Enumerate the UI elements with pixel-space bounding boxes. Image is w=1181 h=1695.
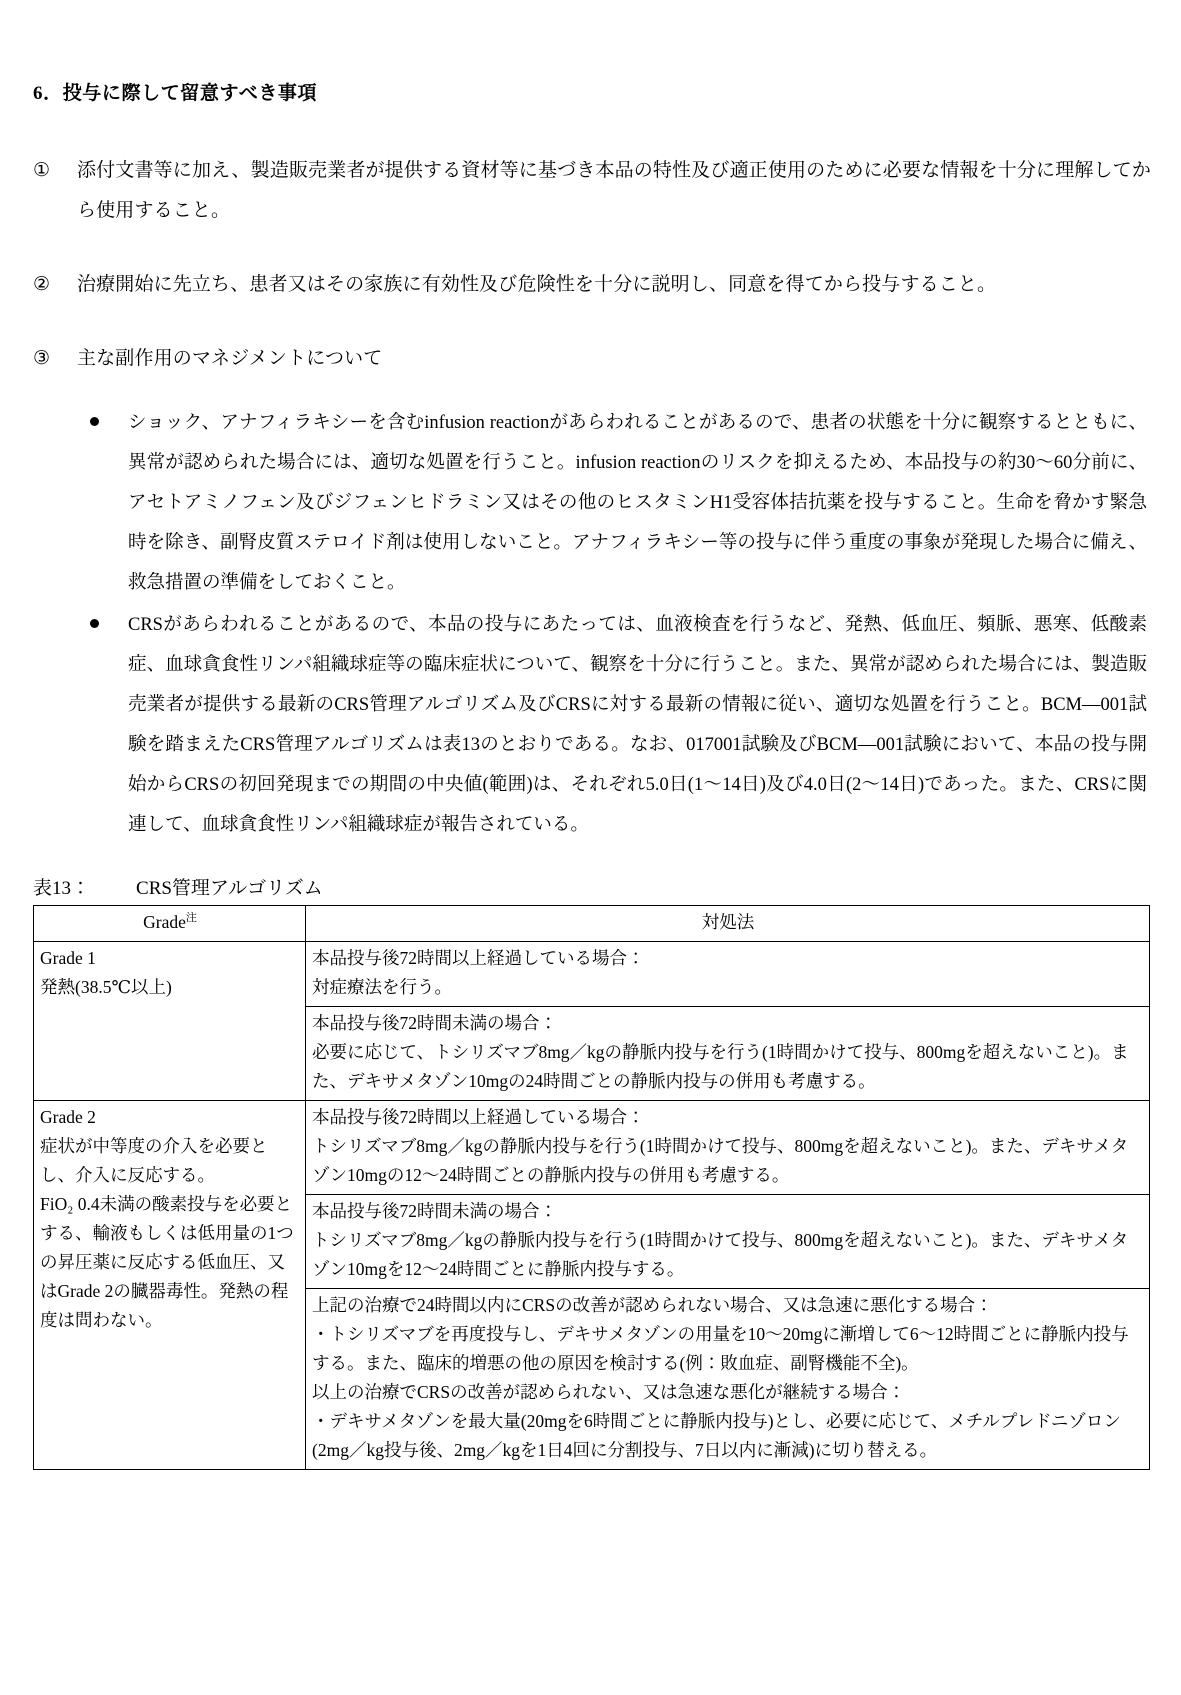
bullet-text-crs: CRSがあらわれることがあるので、本品の投与にあたっては、血液検査を行うなど、発熱、低血圧、頻脈、悪寒、低酸素症、血球貪食性リンパ組織球症等の臨床症状について、観察を十分に行うこと。また、異常が認められた場合には、製造販売業者が提供する最新のCRS管理アルゴリズム及びCRSに対する最新の情報に従い、適切な処置を行うこと。BCM—001試験を踏まえたCRS管理アルゴリズムは表13のとおりである。なお、017001試験及びBCM—001試験において、本品の投与開始からCRSの初回発現までの期間の中央値(範囲)は、それぞれ5.0日(1〜14日)及び4.0日(2〜14日)であった。また、CRSに関連して、血球貪食性リンパ組織球症が報告されている。 (128, 615, 1147, 835)
numbered-item-3 (33, 339, 1151, 379)
item-marker-3: ③ (33, 348, 51, 369)
action-line: トシリズマブ8mg／kgの静脈内投与を行う(1時間かけて投与、800mgを超えないこと)。また、デキサメタゾン10mgを12〜24時間ごとに静脈内投与する。 (312, 1230, 1129, 1279)
action-line: ・トシリズマブを再度投与し、デキサメタゾンの用量を10〜20mgに漸増して6〜12時間ごとに静脈内投与する。また、臨床的増悪の他の原因を検討する(例：敗血症、副腎機能不全)。 (312, 1324, 1129, 1373)
crs-algorithm-table (33, 905, 1150, 1470)
action-line: トシリズマブ8mg／kgの静脈内投与を行う(1時間かけて投与、800mgを超えないこと)。また、デキサメタゾン10mgの12〜24時間ごとの静脈内投与の併用も考慮する。 (312, 1136, 1129, 1185)
item-text-3: 主な副作用のマネジメントについて (77, 348, 383, 369)
item-text-2: 治療開始に先立ち、患者又はその家族に有効性及び危険性を十分に説明し、同意を得てから投与すること。 (77, 274, 997, 295)
table-row (34, 1101, 1150, 1195)
section-heading: 6．投与に際して留意すべき事項 (33, 83, 318, 104)
action-line: 必要に応じて、トシリズマブ8mg／kgの静脈内投与を行う(1時間かけて投与、800mgを超えないこと)。また、デキサメタゾン10mgの24時間ごとの静脈内投与の併用も考慮する。 (312, 1042, 1129, 1091)
grade-line: FiO₂ 0.4未満の酸素投与を必要とする、輸液もしくは低用量の1つの昇圧薬に反応する低血圧、又はGrade 2の臓器毒性。発熱の程度は問わない。 (40, 1194, 294, 1330)
table-header-row (34, 906, 1150, 942)
grade-line: 発熱(38.5℃以上) (40, 977, 172, 997)
header-grade (34, 906, 306, 942)
action-cell-1b (306, 1007, 1150, 1101)
action-line: 本品投与後72時間未満の場合： (312, 1201, 557, 1221)
action-cell-2a (306, 1101, 1150, 1195)
item-marker-1: ① (33, 160, 51, 181)
item-marker-2: ② (33, 274, 51, 295)
action-line: ・デキサメタゾンを最大量(20mgを6時間ごとに静脈内投与)とし、必要に応じて、メチルプレドニゾロン(2mg／kg投与後、2mg／kgを1日4回に分割投与、7日以内に漸減)に切り替える。 (312, 1411, 1121, 1460)
action-line: 対症療法を行う。 (312, 977, 452, 997)
table-caption-title: CRS管理アルゴリズム (136, 878, 323, 899)
action-line: 以上の治療でCRSの改善が認められない、又は急速な悪化が継続する場合： (312, 1382, 906, 1402)
numbered-item-2 (33, 265, 1151, 305)
action-line: 上記の治療で24時間以内にCRSの改善が認められない場合、又は急速に悪化する場合： (312, 1295, 993, 1315)
grade-cell-2 (34, 1101, 306, 1470)
action-line: 本品投与後72時間未満の場合： (312, 1013, 557, 1033)
header-grade-note: 注 (185, 912, 197, 925)
action-line: 本品投与後72時間以上経過している場合： (312, 948, 645, 968)
grade-line: 症状が中等度の介入を必要とし、介入に反応する。 (40, 1136, 268, 1185)
bullet-item-crs (30, 605, 1151, 845)
header-grade-label: Grade (143, 912, 186, 932)
bullet-item-infusion-reaction (30, 403, 1151, 603)
header-action: 対処法 (306, 906, 1150, 942)
grade-cell-1 (34, 942, 306, 1101)
item-text-1: 添付文書等に加え、製造販売業者が提供する資材等に基づき本品の特性及び適正使用のために必要な情報を十分に理解してから使用すること。 (77, 160, 1151, 221)
table-caption-label: 表13： (33, 878, 91, 899)
action-line: 本品投与後72時間以上経過している場合： (312, 1107, 645, 1127)
bullet-text-infusion-reaction: ショック、アナフィラキシーを含むinfusion reactionがあらわれることがあるので、患者の状態を十分に観察するとともに、異常が認められた場合には、適切な処置を行うこと。infusion reactionのリスクを抑えるため、本品投与の約30〜60分前に、アセトアミノフェン及びジフェンヒドラミン又はその他のヒスタミンH1受容体拮抗薬を投与すること。生命を脅かす緊急時を除き、副腎皮質ステロイド剤は使用しないこと。アナフィラキシー等の投与に伴う重度の事象が発現した場合に備え、救急措置の準備をしておくこと。 (128, 413, 1147, 593)
table-caption (33, 873, 1151, 900)
action-cell-2b (306, 1195, 1150, 1289)
numbered-item-1 (33, 151, 1151, 231)
action-cell-2c (306, 1289, 1150, 1470)
side-effect-bullet-list (30, 403, 1151, 845)
bullet-dot-icon (30, 403, 128, 443)
action-cell-1a (306, 942, 1150, 1007)
table-row (34, 942, 1150, 1007)
grade-line: Grade 1 (40, 948, 96, 968)
grade-line: Grade 2 (40, 1107, 96, 1127)
bullet-dot-icon (30, 605, 128, 645)
